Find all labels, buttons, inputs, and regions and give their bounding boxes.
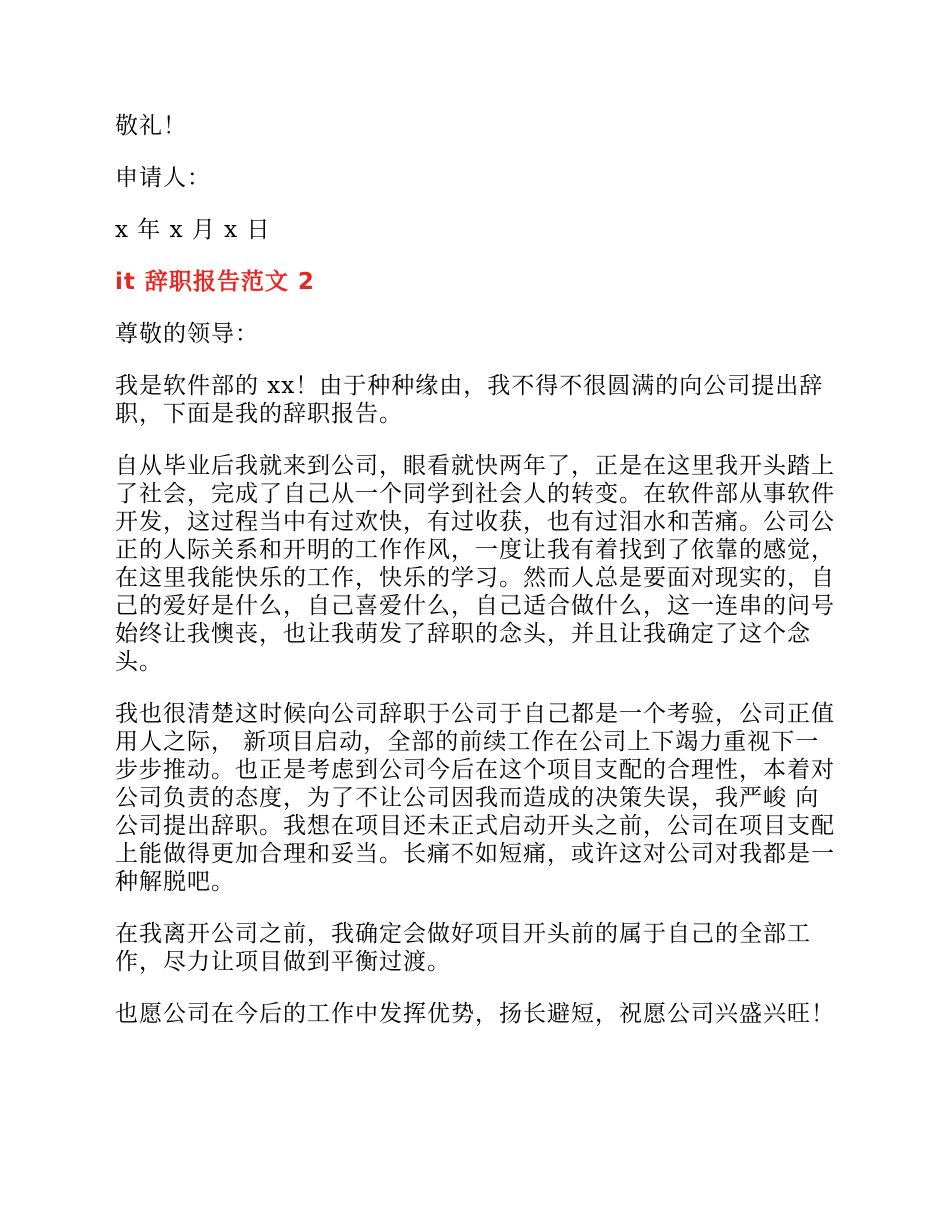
closing-text: 敬礼！ (115, 113, 187, 139)
document-body (115, 112, 840, 1052)
body-paragraph: 也愿公司在今后的工作中发挥优势，扬长避短，祝愿公司兴盛兴旺！ (115, 1001, 835, 1027)
applicant-label: 申请人： (115, 165, 211, 191)
section-heading: it 辞职报告范文 2 (115, 269, 315, 295)
body-paragraph: 我是软件部的 xx！由于种种缘由，我不得不很圆满的向公司提出辞职，下面是我的辞职报告。 (115, 373, 824, 427)
body-paragraph: 自从毕业后我就来到公司，眼看就快两年了，正是在这里我开头踏上了社会，完成了自己从一个同学到社会人的转变。在软件部从事软件开发，这过程当中有过欢快，有过收获，也有过泪水和苦痛。公司公正的人际关系和开明的工作作风，一度让我有着找到了依靠的感觉，在这里我能快乐的工作，快乐的学习。然而人总是要面对现实的，自己的爱好是什么，自己喜爱什么，自己适合做什么，这一连串的问号始终让我懊丧，也让我萌发了辞职的念头，并且让我确定了这个念头。 (115, 453, 835, 675)
salutation: 尊敬的领导： (115, 321, 259, 347)
date-line: x 年 x 月 x 日 (115, 217, 271, 243)
body-paragraph: 我也很清楚这时候向公司辞职于公司于自己都是一个考验，公司正值用人之际， 新项目启动，全部的前续工作在公司上下竭力重视下一步步推动。也正是考虑到公司今后在这个项目支配的合理性，本着对公司负责的态度，为了不让公司因我而造成的决策失误，我严峻 向公司提出辞职。我想在项目还未正式启动开头之前，公司在项目支配上能做得更加合理和妥当。长痛不如短痛，或许这对公司对我都是一种解脱吧。 (115, 701, 835, 895)
body-paragraph: 在我离开公司之前，我确定会做好项目开头前的属于自己的全部工作，尽力让项目做到平衡过渡。 (115, 921, 811, 975)
